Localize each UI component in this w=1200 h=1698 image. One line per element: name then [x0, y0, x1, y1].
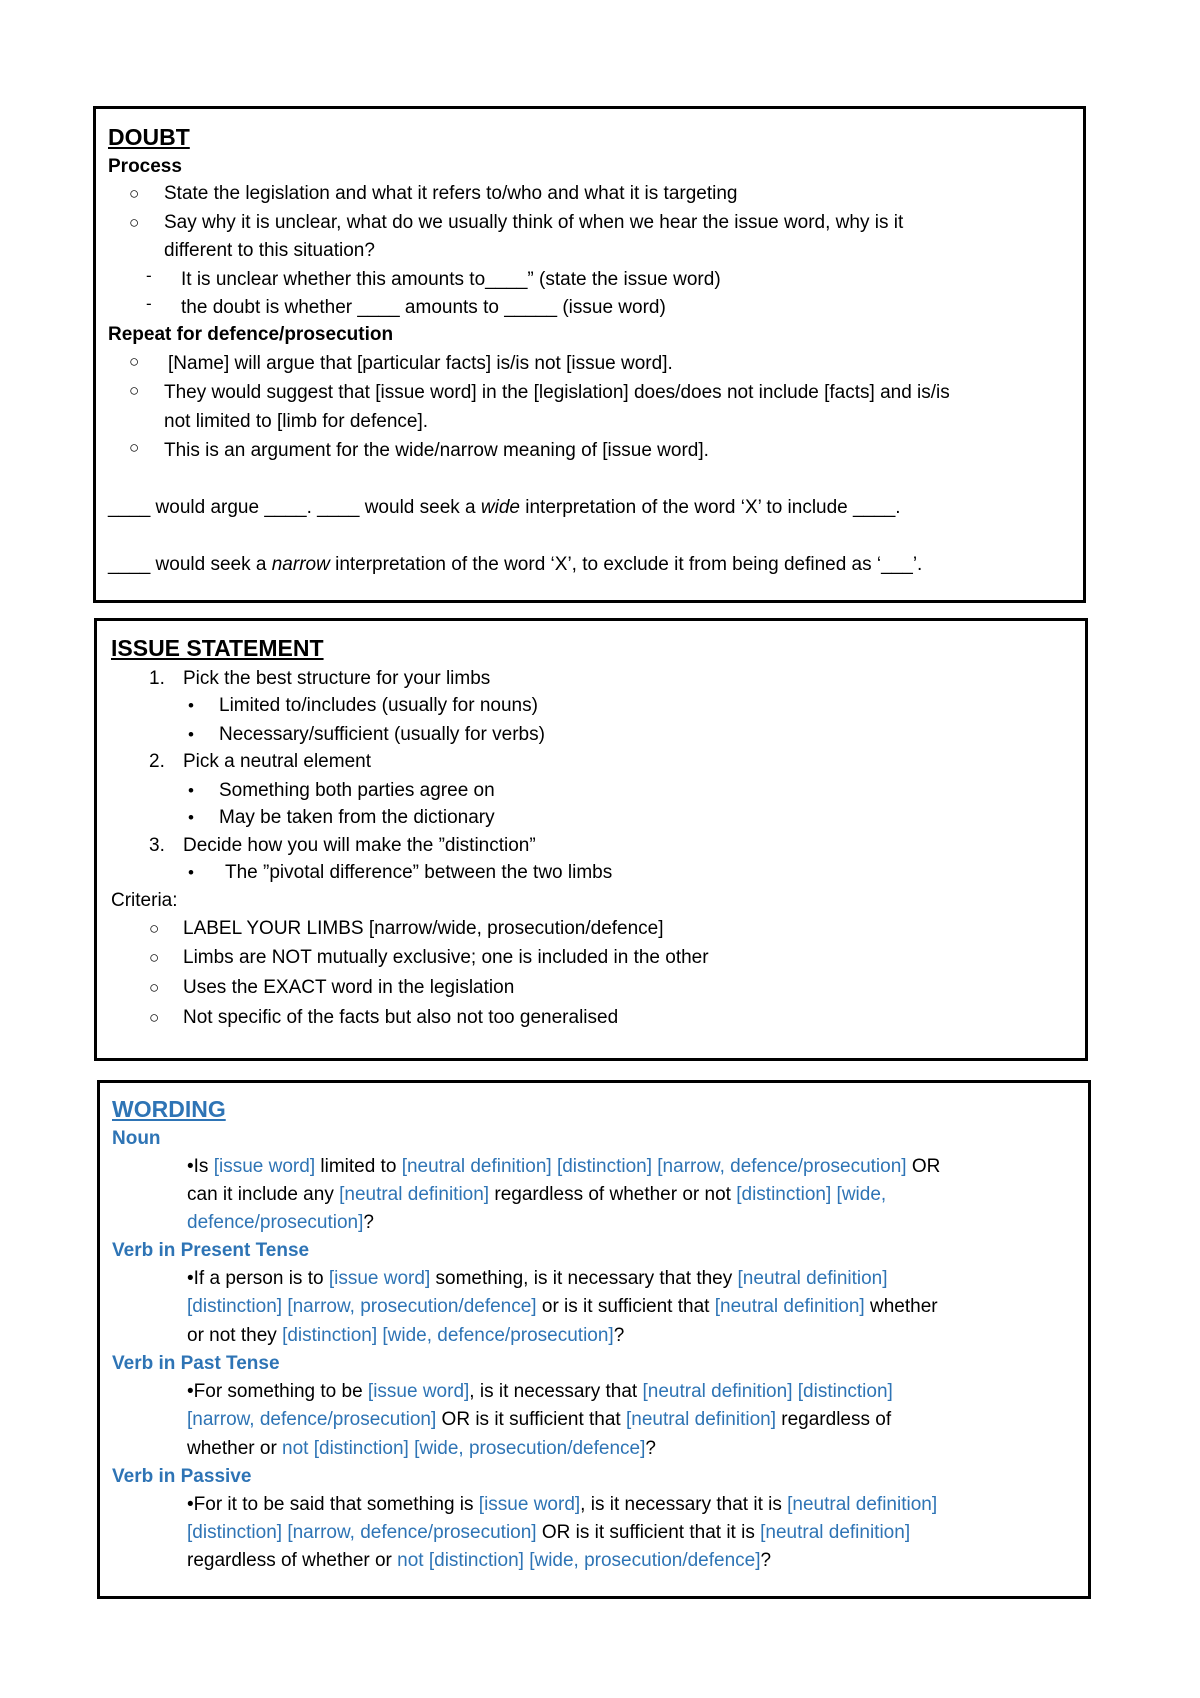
- criteria-item: Uses the EXACT word in the legislation: [183, 977, 515, 998]
- criteria-item: LABEL YOUR LIMBS [narrow/wide, prosecution/defence]: [183, 918, 664, 939]
- passive-label: Verb in Passive: [112, 1466, 252, 1487]
- wording-placeholder: [distinction] [wide, defence/prosecution]: [282, 1325, 614, 1346]
- wording-text: OR: [906, 1156, 941, 1177]
- wording-text: whether: [864, 1296, 938, 1317]
- wording-text: whether or: [187, 1438, 283, 1459]
- wording-placeholder: [neutral definition]: [626, 1409, 776, 1430]
- wording-placeholder: [neutral definition] [distinction]: [642, 1381, 893, 1402]
- wording-text: , is it necessary that it is: [580, 1494, 788, 1515]
- circle-bullet-icon: ○: [149, 919, 160, 938]
- present-line: [187, 1295, 938, 1319]
- circle-bullet-icon: ○: [129, 381, 140, 400]
- template-emphasis: wide: [480, 497, 520, 518]
- circle-bullet-icon: ○: [129, 213, 140, 232]
- passive-line: [187, 1521, 910, 1545]
- dash-bullet-icon: -: [146, 266, 152, 285]
- step-text: Pick a neutral element: [183, 751, 371, 772]
- wording-placeholder: not [distinction] [wide, prosecution/defence]: [282, 1438, 646, 1459]
- issue-statement-box: [94, 618, 1088, 1061]
- repeat-item: [Name] will argue that [particular facts] is/is not [issue word].: [168, 353, 673, 374]
- wording-text: regardless of whether or: [187, 1550, 398, 1571]
- noun-line: [187, 1155, 940, 1179]
- wording-placeholder: [issue word]: [367, 1381, 470, 1402]
- wording-text: ?: [613, 1325, 625, 1346]
- past-line: [187, 1437, 656, 1461]
- template-text: interpretation of the word ‘X’ to include ____.: [519, 497, 901, 518]
- sub-item: Limited to/includes (usually for nouns): [219, 695, 538, 716]
- passive-line: [187, 1549, 771, 1573]
- wording-text: regardless of: [776, 1409, 892, 1430]
- process-item: State the legislation and what it refers to/who and what it is targeting: [164, 183, 738, 204]
- noun-label: Noun: [112, 1128, 161, 1149]
- bullet-icon: •: [188, 808, 194, 827]
- sub-item: May be taken from the dictionary: [219, 807, 495, 828]
- wording-placeholder: [issue word]: [328, 1268, 431, 1289]
- wording-placeholder: [issue word]: [478, 1494, 581, 1515]
- repeat-label: Repeat for defence/prosecution: [108, 324, 394, 345]
- wording-placeholder: [neutral definition]: [760, 1522, 911, 1543]
- wording-placeholder: [neutral definition]: [787, 1494, 938, 1515]
- wording-placeholder: [issue word]: [213, 1156, 316, 1177]
- wording-text: •For it to be said that something is: [187, 1494, 479, 1515]
- criteria-label: Criteria:: [111, 890, 178, 911]
- wording-placeholder: [neutral definition]: [737, 1268, 888, 1289]
- step-number: 1.: [149, 668, 165, 689]
- wording-text: ?: [363, 1212, 374, 1233]
- wording-placeholder: [distinction] [wide,: [736, 1184, 887, 1205]
- process-label: Process: [108, 156, 182, 177]
- present-line: [187, 1324, 624, 1348]
- step-number: 3.: [149, 835, 165, 856]
- wording-text: limited to: [315, 1156, 402, 1177]
- wording-text: can it include any: [187, 1184, 340, 1205]
- circle-bullet-icon: ○: [129, 438, 140, 457]
- wording-placeholder: not [distinction] [wide, prosecution/defence]: [397, 1550, 761, 1571]
- step-number: 2.: [149, 751, 165, 772]
- process-item-continued: different to this situation?: [164, 240, 375, 261]
- wording-title: WORDING: [112, 1096, 226, 1122]
- criteria-item: Limbs are NOT mutually exclusive; one is included in the other: [183, 947, 709, 968]
- wording-text: or not they: [187, 1325, 283, 1346]
- past-label: Verb in Past Tense: [112, 1353, 280, 1374]
- circle-bullet-icon: ○: [129, 184, 140, 203]
- dash-bullet-icon: -: [146, 294, 152, 313]
- bullet-icon: •: [188, 781, 194, 800]
- wording-placeholder: [neutral definition]: [339, 1184, 490, 1205]
- past-line: [187, 1380, 893, 1404]
- present-line: [187, 1267, 888, 1291]
- passive-line: [187, 1493, 937, 1517]
- noun-line: [187, 1211, 374, 1235]
- circle-bullet-icon: ○: [149, 948, 160, 967]
- wording-text: •Is: [187, 1156, 214, 1177]
- wording-placeholder: [distinction] [narrow, defence/prosecution]: [187, 1522, 537, 1543]
- sub-item: Necessary/sufficient (usually for verbs): [219, 724, 545, 745]
- wording-text: , is it necessary that: [469, 1381, 643, 1402]
- repeat-item-continued: not limited to [limb for defence].: [164, 411, 429, 432]
- template-text: interpretation of the word ‘X’, to exclude it from being defined as ‘___’.: [329, 554, 923, 575]
- bullet-icon: •: [188, 863, 194, 882]
- bullet-icon: •: [188, 725, 194, 744]
- issue-title: ISSUE STATEMENT: [111, 635, 324, 661]
- repeat-item: They would suggest that [issue word] in the [legislation] does/does not include [facts] and is/is: [164, 382, 950, 403]
- template-text: ____ would argue ____. ____ would seek a: [108, 497, 481, 518]
- step-text: Decide how you will make the ”distinction”: [183, 835, 536, 856]
- wording-text: regardless of whether or not: [489, 1184, 737, 1205]
- wording-placeholder: [narrow, defence/prosecution]: [187, 1409, 437, 1430]
- doubt-title: DOUBT: [108, 124, 190, 150]
- wording-text: OR is it sufficient that it is: [536, 1522, 761, 1543]
- noun-line: [187, 1183, 886, 1207]
- dash-item: the doubt is whether ____ amounts to _____ (issue word): [181, 297, 666, 318]
- sub-item: The ”pivotal difference” between the two limbs: [225, 862, 613, 883]
- present-label: Verb in Present Tense: [112, 1240, 310, 1261]
- wording-text: ?: [645, 1438, 656, 1459]
- repeat-item: This is an argument for the wide/narrow meaning of [issue word].: [164, 440, 709, 461]
- template-text: ____ would seek a: [108, 554, 272, 575]
- template-line-narrow: [108, 553, 922, 577]
- wording-placeholder: [neutral definition]: [714, 1296, 865, 1317]
- wording-text: something, is it necessary that they: [430, 1268, 738, 1289]
- wording-text: OR is it sufficient that: [436, 1409, 626, 1430]
- sub-item: Something both parties agree on: [219, 780, 495, 801]
- template-emphasis: narrow: [271, 554, 330, 575]
- criteria-item: Not specific of the facts but also not too generalised: [183, 1007, 619, 1028]
- wording-placeholder: defence/prosecution]: [187, 1212, 364, 1233]
- wording-text: or is it sufficient that: [536, 1296, 715, 1317]
- wording-box: [97, 1080, 1091, 1599]
- circle-bullet-icon: ○: [149, 978, 160, 997]
- doubt-box: [93, 106, 1086, 603]
- dash-item: It is unclear whether this amounts to____” (state the issue word): [181, 269, 721, 290]
- wording-placeholder: [distinction] [narrow, prosecution/defence]: [187, 1296, 537, 1317]
- step-text: Pick the best structure for your limbs: [183, 668, 491, 689]
- bullet-icon: •: [188, 696, 194, 715]
- wording-text: •If a person is to: [187, 1268, 329, 1289]
- wording-text: ?: [760, 1550, 772, 1571]
- circle-bullet-icon: ○: [129, 352, 140, 371]
- past-line: [187, 1408, 891, 1432]
- wording-placeholder: [neutral definition] [distinction] [narrow, defence/prosecution]: [401, 1156, 907, 1177]
- process-item: Say why it is unclear, what do we usually think of when we hear the issue word, why is it: [164, 212, 904, 233]
- circle-bullet-icon: ○: [149, 1008, 160, 1027]
- wording-text: •For something to be: [187, 1381, 368, 1402]
- template-line-wide: [108, 496, 901, 520]
